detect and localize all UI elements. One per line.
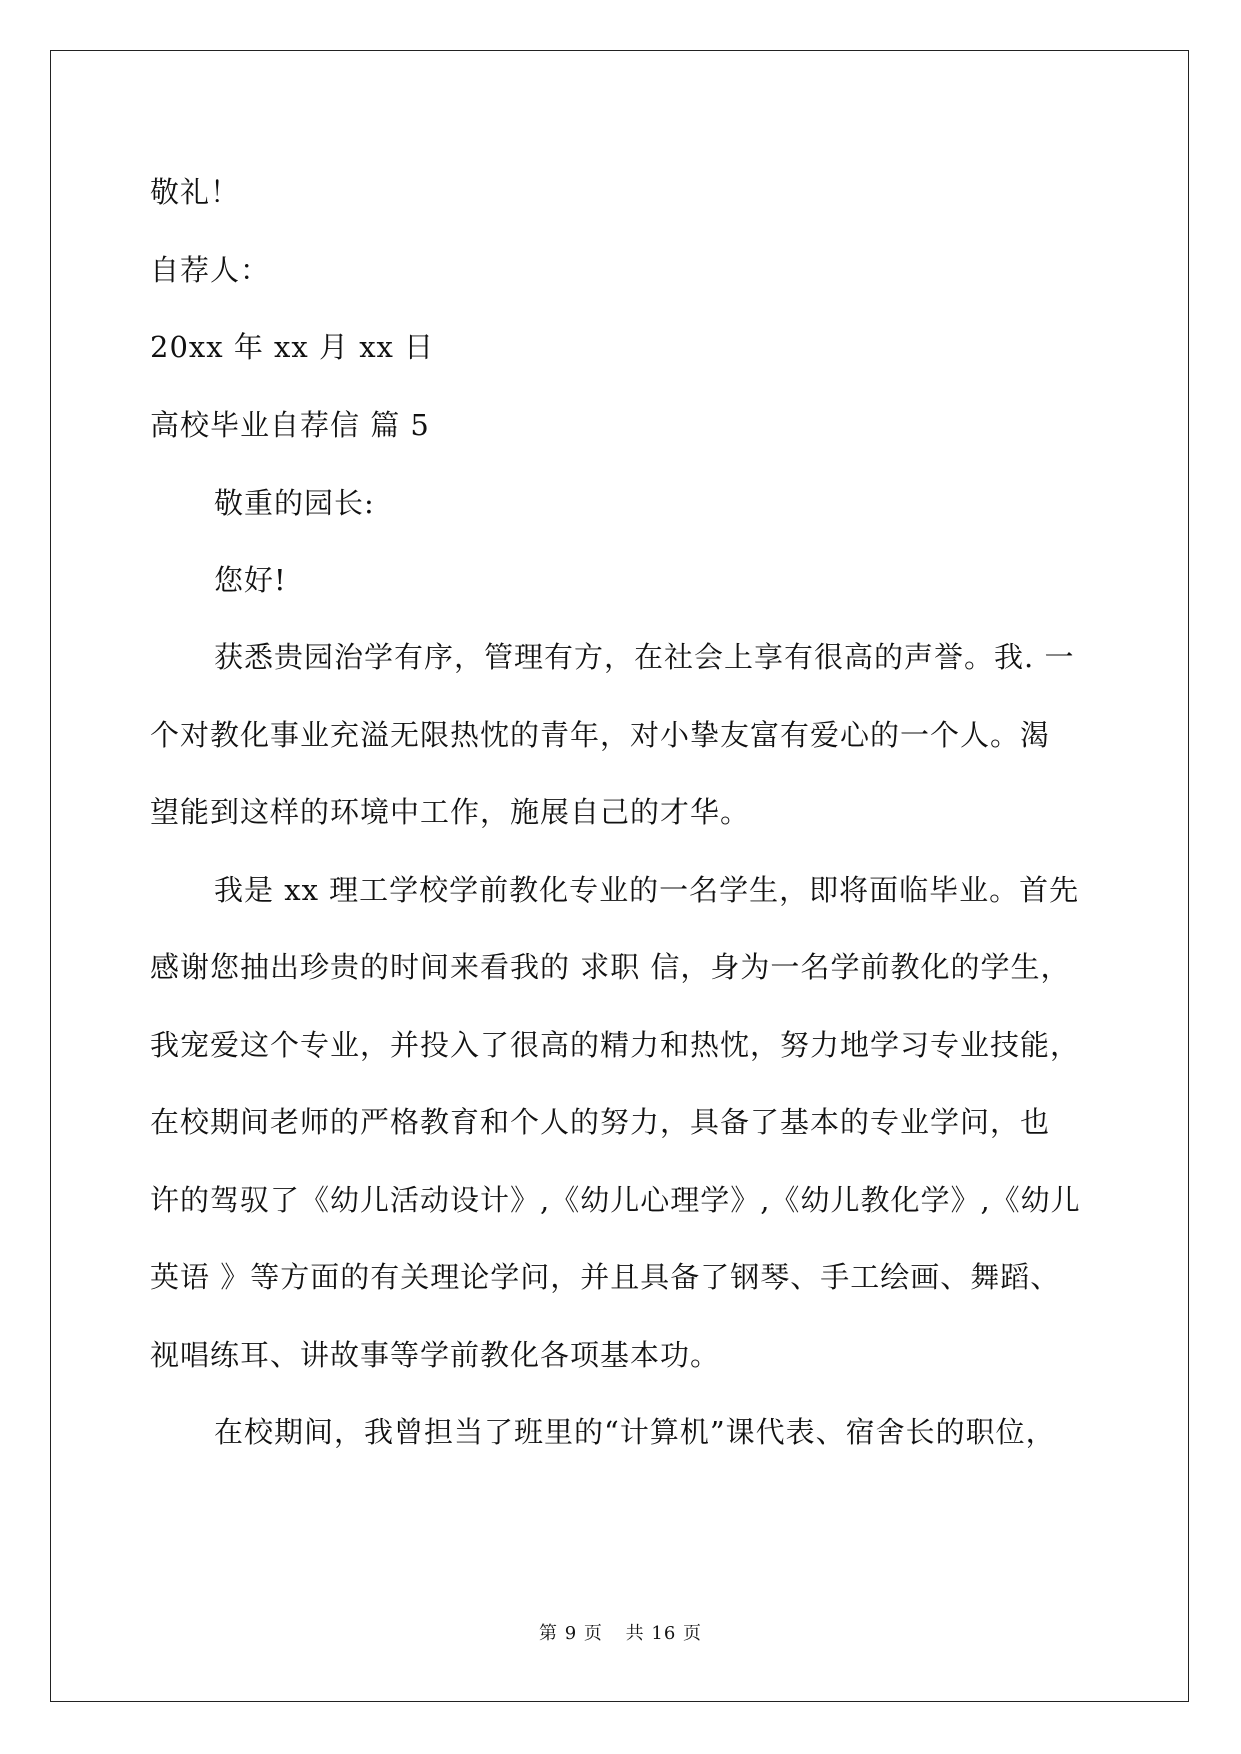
date-line: 20xx 年 xx 月 xx 日 — [150, 330, 435, 364]
body-line: 英语 》等方面的有关理论学问，并且具备了钢琴、手工绘画、舞蹈、 — [150, 1260, 1061, 1294]
hello-line: 您好! — [214, 563, 287, 597]
body-line: 许的驾驭了《幼儿活动设计》,《幼儿心理学》,《幼儿教化学》,《幼儿 — [150, 1183, 1081, 1217]
body-line: 我宠爱这个专业，并投入了很高的精力和热忱，努力地学习专业技能， — [150, 1028, 1081, 1062]
closing-salute: 敬礼！ — [150, 175, 241, 209]
section-title: 高校毕业自荐信 篇 5 — [150, 408, 430, 442]
body-line: 望能到这样的环境中工作，施展自己的才华。 — [150, 795, 751, 829]
page-footer — [0, 1622, 1241, 1646]
body-line: 个对教化事业充溢无限热忱的青年，对小挚友富有爱心的一个人。渴 — [150, 718, 1051, 752]
signature-label: 自荐人： — [150, 253, 271, 287]
page-number-current: 第 9 页 — [539, 1623, 603, 1644]
body-line: 在校期间，我曾担当了班里的“计算机”课代表、宿舍长的职位， — [214, 1415, 1056, 1449]
body-line: 我是 xx 理工学校学前教化专业的一名学生，即将面临毕业。首先 — [214, 873, 1080, 907]
body-line: 视唱练耳、讲故事等学前教化各项基本功。 — [150, 1338, 721, 1372]
body-line: 获悉贵园治学有序，管理有方，在社会上享有很高的声誉。我. 一 — [214, 640, 1075, 674]
body-line: 在校期间老师的严格教育和个人的努力，具备了基本的专业学问，也 — [150, 1105, 1051, 1139]
page-number-total: 共 16 页 — [625, 1623, 702, 1644]
greeting: 敬重的园长: — [214, 486, 375, 520]
body-line: 感谢您抽出珍贵的时间来看我的 求职 信，身为一名学前教化的学生， — [150, 950, 1071, 984]
